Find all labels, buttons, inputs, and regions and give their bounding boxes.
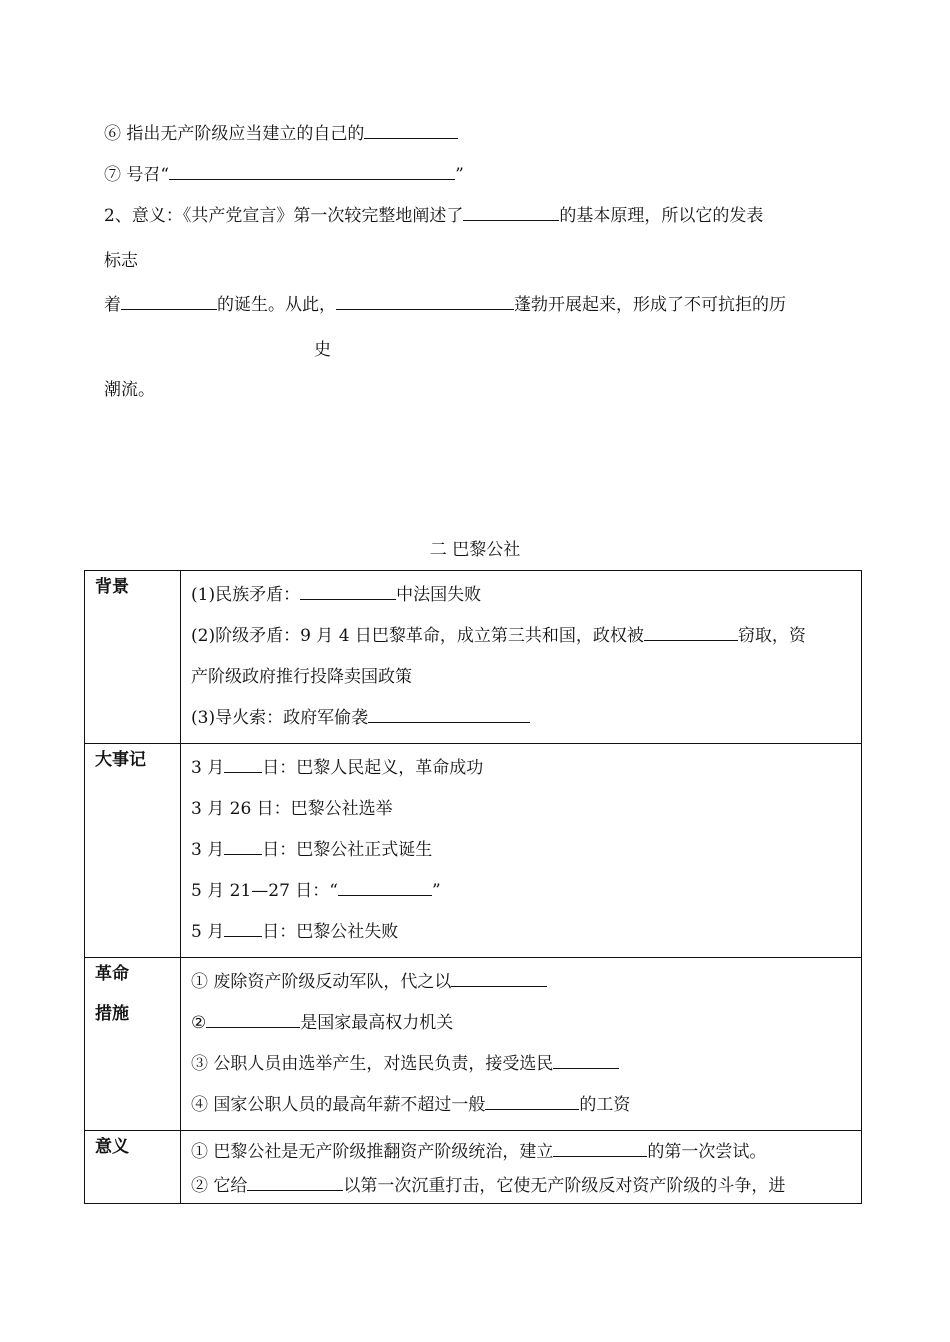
body-line bbox=[191, 657, 851, 698]
body-line bbox=[191, 912, 851, 953]
body-text: ② bbox=[191, 1013, 207, 1033]
meaning-line-2 bbox=[104, 251, 138, 271]
meaning-line-1 bbox=[104, 204, 763, 226]
body-line bbox=[191, 1044, 851, 1085]
body-text: ” bbox=[431, 881, 441, 901]
meaning-line-5 bbox=[104, 380, 155, 400]
body-text: (2)阶级矛盾：9 月 4 日巴黎革命，成立第三共和国，政权被 bbox=[191, 626, 644, 646]
meaning-text: 2、意义：《共产党宣言》第一次较完整地阐述了 bbox=[104, 206, 464, 226]
body-line bbox=[191, 575, 851, 616]
paris-commune-table bbox=[84, 570, 862, 1204]
body-line bbox=[191, 962, 851, 1003]
blank-field[interactable] bbox=[206, 1011, 300, 1028]
body-line bbox=[191, 1135, 851, 1173]
body-line bbox=[191, 698, 851, 739]
body-text: (3)导火索：政府军偷袭 bbox=[191, 708, 369, 728]
meaning-line-4 bbox=[314, 340, 331, 360]
blank-field[interactable] bbox=[338, 879, 432, 896]
blank-field[interactable] bbox=[169, 163, 455, 180]
body-text: 5 月 bbox=[191, 922, 225, 942]
body-text: 日：巴黎人民起义，革命成功 bbox=[262, 758, 484, 778]
row-head-label: 背景 bbox=[95, 577, 129, 597]
row-head-label: 意义 bbox=[95, 1137, 129, 1157]
row-head-label: 革命 bbox=[95, 964, 129, 984]
row-head-label: 大事记 bbox=[95, 750, 146, 770]
table-row-measures bbox=[85, 958, 862, 1131]
meaning-text: 的基本原理，所以它的发表 bbox=[559, 206, 764, 226]
row-head bbox=[85, 1131, 181, 1204]
meaning-text: 标志 bbox=[104, 251, 138, 271]
blank-field[interactable] bbox=[224, 920, 262, 937]
row-head bbox=[85, 958, 181, 1131]
row-body bbox=[181, 1131, 862, 1204]
item-7-close-quote: ” bbox=[455, 165, 464, 185]
meaning-line-3 bbox=[104, 293, 786, 315]
row-body bbox=[181, 571, 862, 744]
blank-field[interactable] bbox=[485, 1093, 579, 1110]
body-text: ② 它给 bbox=[191, 1176, 248, 1196]
meaning-text: 的诞生。从此， bbox=[217, 295, 336, 315]
body-text: 的工资 bbox=[579, 1095, 631, 1115]
body-text: 3 月 26 日：巴黎公社选举 bbox=[191, 799, 393, 819]
body-text: 3 月 bbox=[191, 840, 225, 860]
table-row-background bbox=[85, 571, 862, 744]
blank-field[interactable] bbox=[553, 1140, 647, 1157]
blank-field[interactable] bbox=[368, 706, 530, 723]
body-text: 窃取，资 bbox=[737, 626, 806, 646]
row-body bbox=[181, 958, 862, 1131]
blank-field[interactable] bbox=[224, 838, 262, 855]
table-row-significance bbox=[85, 1131, 862, 1204]
body-text: ④ 国家公职人员的最高年薪不超过一般 bbox=[191, 1095, 486, 1115]
blank-field[interactable] bbox=[224, 756, 262, 773]
item-6-text: ⑥ 指出无产阶级应当建立的自己的 bbox=[104, 124, 365, 144]
body-text: 日：巴黎公社失败 bbox=[262, 922, 399, 942]
body-text: 是国家最高权力机关 bbox=[300, 1013, 454, 1033]
blank-field[interactable] bbox=[336, 293, 514, 310]
section-title: 二 巴黎公社 bbox=[429, 540, 521, 560]
body-text: ① 废除资产阶级反动军队，代之以 bbox=[191, 972, 452, 992]
body-line bbox=[191, 748, 851, 789]
table-row-events bbox=[85, 744, 862, 958]
row-head bbox=[85, 744, 181, 958]
body-text: 日：巴黎公社正式诞生 bbox=[262, 840, 433, 860]
body-text: (1)民族矛盾： bbox=[191, 585, 301, 605]
meaning-text: 蓬勃开展起来，形成了不可抗拒的历 bbox=[514, 295, 786, 315]
blank-field[interactable] bbox=[247, 1174, 343, 1191]
row-body bbox=[181, 744, 862, 958]
blank-field[interactable] bbox=[121, 293, 217, 310]
meaning-text: 史 bbox=[314, 340, 331, 360]
body-text: ③ 公职人员由选举产生，对选民负责，接受选民 bbox=[191, 1054, 554, 1074]
blank-field[interactable] bbox=[300, 583, 396, 600]
body-line bbox=[191, 871, 851, 912]
body-line bbox=[191, 1003, 851, 1044]
item-7 bbox=[104, 163, 464, 185]
row-head bbox=[85, 571, 181, 744]
body-line bbox=[191, 1085, 851, 1126]
body-text: 5 月 21—27 日：“ bbox=[191, 881, 338, 901]
body-line bbox=[191, 616, 851, 657]
item-7-text: ⑦ 号召“ bbox=[104, 165, 170, 185]
blank-field[interactable] bbox=[451, 970, 547, 987]
body-text: 3 月 bbox=[191, 758, 225, 778]
blank-field[interactable] bbox=[644, 624, 738, 641]
body-line bbox=[191, 1173, 851, 1203]
body-line bbox=[191, 789, 851, 830]
meaning-text: 着 bbox=[104, 295, 121, 315]
body-text: 的第一次尝试。 bbox=[647, 1142, 767, 1162]
body-line bbox=[191, 830, 851, 871]
body-text: 中法国失败 bbox=[396, 585, 482, 605]
blank-field[interactable] bbox=[463, 204, 559, 221]
body-text: 以第一次沉重打击，它使无产阶级反对资产阶级的斗争，进 bbox=[343, 1176, 786, 1196]
blank-field[interactable] bbox=[364, 122, 458, 139]
body-text: ① 巴黎公社是无产阶级推翻资产阶级统治，建立 bbox=[191, 1142, 554, 1162]
row-head-label: 措施 bbox=[95, 1004, 129, 1024]
meaning-text: 潮流。 bbox=[104, 380, 155, 400]
item-6 bbox=[104, 122, 458, 144]
body-text: 产阶级政府推行投降卖国政策 bbox=[191, 667, 412, 687]
blank-field[interactable] bbox=[553, 1052, 619, 1069]
